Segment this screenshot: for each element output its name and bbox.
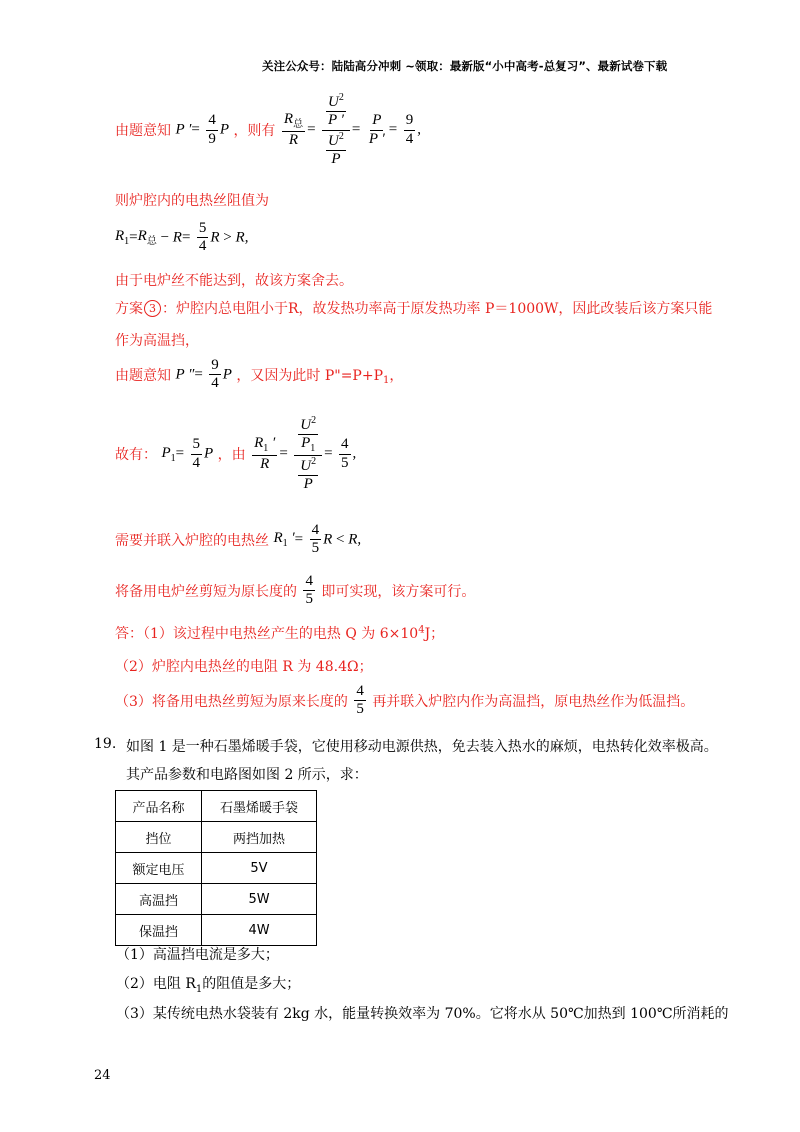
answer-1: 答：（1）该过程中电热丝产生的电热 Q 为 $6\times 10^4J$； xyxy=(115,624,445,642)
table-cell: 挡位 xyxy=(116,822,202,853)
table-cell: 额定电压 xyxy=(116,853,202,884)
product-spec-table xyxy=(115,790,317,946)
circled-number-3: 3 xyxy=(144,300,161,317)
table-row xyxy=(116,822,317,853)
table-cell: 5V xyxy=(202,853,317,884)
table-row xyxy=(116,791,317,822)
answer-3: （3）将备用电热丝剪短为原来长度的 $\frac{4}{5}$ 再并联入炉腔内作为高温挡，原电热丝作为低温挡。 xyxy=(115,683,695,718)
solution-line-9: 需要并联入炉腔的电热丝 $R_1$ ′= $\frac{4}{5}$ R < R, xyxy=(115,522,362,557)
solution-line-8: 故有： $P_1=$ $\frac{5}{4}$ P ，由 $\frac{R_1 '}{R}$ = $\frac{\frac{U^2}{P_1}}{\frac{U^2}{P}}$ = $\frac{4}{5}$ , xyxy=(115,415,357,492)
table-cell: 5W xyxy=(202,884,317,915)
table-cell: 4W xyxy=(202,915,317,946)
question-line-2: 其产品参数和电路图如图 2 所示，求： xyxy=(126,767,368,783)
question-line-1: 如图 1 是一种石墨烯暖手袋，它使用移动电源供热，免去装入热水的麻烦，电热转化效率极高。 xyxy=(126,739,718,755)
solution-formula-r1: $R_1=R_总 - R=$ $\frac{5}{4}$ R > R, xyxy=(115,220,249,255)
solution-line-10: 将备用电炉丝剪短为原长度的 $\frac{4}{5}$ 即可实现，该方案可行。 xyxy=(115,573,476,608)
sub-question-2: （2）电阻 $R_1$的阻值是多大； xyxy=(116,976,301,995)
solution-line-6: 作为高温挡， xyxy=(115,333,199,349)
sub-question-1: （1）高温挡电流是多大； xyxy=(116,947,279,963)
table-row xyxy=(116,915,317,946)
table-cell: 高温挡 xyxy=(116,884,202,915)
solution-line-1: 由题意知 P ′= $\frac{4}{9}$ P ，则有 $\frac{R_总}{R}$ = $\frac{\frac{U^2}{P '}}{\frac{U^2}{P}}$ = $\frac{P}{P '}$ = $\frac{9}{4}$ , xyxy=(115,92,421,167)
question-number: 19. xyxy=(94,736,117,752)
table-cell: 产品名称 xyxy=(116,791,202,822)
answer-2: （2）炉腔内电热丝的电阻 R 为 48.4Ω； xyxy=(115,659,373,675)
table-row xyxy=(116,853,317,884)
page-header: 关注公众号：陆陆高分冲刺 ~领取：最新版“小中高考-总复习”、最新试卷下载 xyxy=(262,59,668,73)
table-cell: 两挡加热 xyxy=(202,822,317,853)
table-row xyxy=(116,884,317,915)
solution-line-5: 方案 3 ：炉腔内总电阻小于R，故发热功率高于原发热功率 P＝1000W，因此改装后该方案只能 xyxy=(115,301,713,317)
table-cell: 石墨烯暖手袋 xyxy=(202,791,317,822)
sub-question-3: （3）某传统电热水袋装有 2kg 水，能量转换效率为 70%。它将水从 50℃加热到 100℃所消耗的 xyxy=(116,1006,729,1022)
solution-line-2: 则炉腔内的电热丝阻值为 xyxy=(115,193,269,209)
solution-line-4: 由于电炉丝不能达到，故该方案舍去。 xyxy=(115,273,353,289)
table-cell: 保温挡 xyxy=(116,915,202,946)
solution-line-7: 由题意知 P ″= $\frac{9}{4}$ P ，又因为此时 $P"=P+P_1$， xyxy=(115,357,404,392)
page-number: 24 xyxy=(94,1068,111,1083)
